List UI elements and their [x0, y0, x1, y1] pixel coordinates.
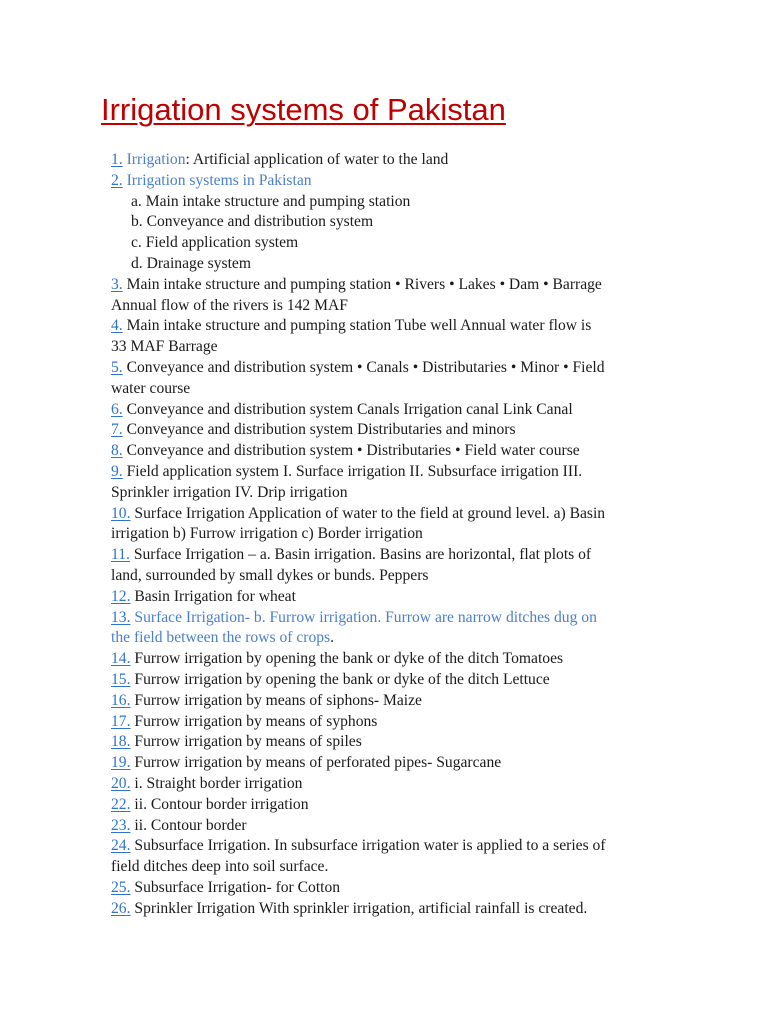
item-number-link[interactable]: 9.: [111, 462, 123, 480]
list-item: [111, 545, 691, 566]
list-item: [111, 774, 691, 795]
list-item: [111, 358, 691, 379]
list-item: [111, 420, 691, 441]
item-number-link[interactable]: 26.: [111, 899, 131, 917]
item-text: Conveyance and distribution system • Distributaries • Field water course: [126, 442, 580, 460]
list-item: [111, 171, 691, 192]
list-item: [111, 649, 691, 670]
item-heading-text: Surface Irrigation- b. Furrow irrigation. Furrow are narrow ditches dug on: [134, 608, 597, 626]
list-item: [111, 712, 691, 733]
item-text: .: [330, 629, 335, 647]
list-item-continuation: [111, 379, 691, 400]
item-number-link[interactable]: 4.: [111, 317, 123, 335]
sub-item-text: a. Main intake structure and pumping station: [131, 192, 411, 210]
list-item: [111, 275, 691, 296]
list-item: [111, 316, 691, 337]
item-number-link[interactable]: 6.: [111, 400, 123, 418]
item-text: Main intake structure and pumping station • Rivers • Lakes • Dam • Barrage: [126, 275, 602, 293]
list-item: [111, 608, 691, 629]
list-item-continuation: [111, 524, 691, 545]
item-number-link[interactable]: 12.: [111, 587, 131, 605]
sub-list-item: [111, 212, 691, 233]
item-number-link[interactable]: 16.: [111, 691, 131, 709]
item-text: field ditches deep into soil surface.: [111, 858, 329, 876]
item-text: : Artificial application of water to the land: [185, 151, 449, 168]
item-text: Furrow irrigation by opening the bank or dyke of the ditch Lettuce: [134, 670, 550, 688]
list-item-continuation: [111, 857, 691, 878]
item-number-link[interactable]: 19.: [111, 754, 131, 772]
item-number-link[interactable]: 11.: [111, 546, 130, 564]
list-item-continuation: [111, 483, 691, 504]
item-number-link[interactable]: 15.: [111, 670, 131, 688]
list-item: [111, 400, 691, 421]
list-item-continuation: [111, 566, 691, 587]
item-text: Basin Irrigation for wheat: [134, 587, 296, 605]
item-number-link[interactable]: 3.: [111, 275, 123, 293]
item-number-link[interactable]: 1.: [111, 151, 123, 168]
item-number-link[interactable]: 25.: [111, 878, 131, 896]
item-heading-text: the field between the rows of crops: [111, 629, 331, 647]
item-text: water course: [111, 379, 191, 397]
list-item: [111, 670, 691, 691]
item-number-link[interactable]: 8.: [111, 442, 123, 460]
item-number-link[interactable]: 2.: [111, 171, 123, 189]
item-text: ii. Contour border: [134, 816, 247, 834]
item-number-link[interactable]: 20.: [111, 774, 131, 792]
sub-list-item: [111, 254, 691, 275]
item-text: Sprinkler Irrigation With sprinkler irrigation, artificial rainfall is created.: [134, 899, 588, 917]
item-text: Surface Irrigation – a. Basin irrigation. Basins are horizontal, flat plots of: [133, 546, 592, 564]
item-text: Furrow irrigation by means of spiles: [134, 733, 362, 751]
item-number-link[interactable]: 10.: [111, 504, 131, 522]
list-item: [111, 836, 691, 857]
item-text: Conveyance and distribution system • Canals • Distributaries • Minor • Field: [126, 358, 605, 376]
list-item: [111, 753, 691, 774]
item-number-link[interactable]: 23.: [111, 816, 131, 834]
item-text: ii. Contour border irrigation: [134, 795, 309, 813]
item-number-link[interactable]: 17.: [111, 712, 131, 730]
item-text: Subsurface Irrigation. In subsurface irrigation water is applied to a series of: [134, 837, 606, 855]
item-number-link[interactable]: 13.: [111, 608, 131, 626]
item-text: 33 MAF Barrage: [111, 338, 218, 356]
item-text: Furrow irrigation by opening the bank or dyke of the ditch Tomatoes: [134, 650, 564, 668]
item-number-link[interactable]: 5.: [111, 358, 123, 376]
sub-list-item: [111, 192, 691, 213]
item-text: Furrow irrigation by means of siphons- Maize: [134, 691, 422, 709]
item-text: i. Straight border irrigation: [134, 774, 303, 792]
sub-item-text: c. Field application system: [131, 234, 299, 252]
sub-item-text: d. Drainage system: [131, 254, 251, 272]
sub-list-item: [111, 233, 691, 254]
item-text: irrigation b) Furrow irrigation c) Border irrigation: [111, 525, 423, 543]
item-text: Conveyance and distribution system Distributaries and minors: [126, 421, 516, 439]
item-number-link[interactable]: 24.: [111, 837, 131, 855]
list-item: [111, 816, 691, 837]
list-item: [111, 795, 691, 816]
item-text: Surface Irrigation Application of water to the field at ground level. a) Basin: [134, 504, 606, 522]
item-text: Furrow irrigation by means of perforated pipes- Sugarcane: [134, 754, 502, 772]
item-heading-text: Irrigation: [126, 151, 186, 168]
item-heading-text: Irrigation systems in Pakistan: [126, 171, 312, 189]
list-item: [111, 899, 691, 920]
item-number-link[interactable]: 14.: [111, 650, 131, 668]
list-item: [111, 441, 691, 462]
list-item: [111, 587, 691, 608]
item-number-link[interactable]: 22.: [111, 795, 131, 813]
item-text: Main intake structure and pumping station Tube well Annual water flow is: [126, 317, 592, 335]
list-item-continuation: [111, 296, 691, 317]
item-number-link[interactable]: 7.: [111, 421, 123, 439]
list-item: [111, 878, 691, 899]
item-text: Furrow irrigation by means of syphons: [134, 712, 378, 730]
list-item: [111, 732, 691, 753]
list-item-continuation: [111, 628, 691, 649]
list-item: [111, 150, 691, 171]
item-text: Sprinkler irrigation IV. Drip irrigation: [111, 483, 348, 501]
item-text: land, surrounded by small dykes or bunds. Peppers: [111, 566, 429, 584]
item-text: Conveyance and distribution system Canals Irrigation canal Link Canal: [126, 400, 573, 418]
page-title: Irrigation systems of Pakistan: [101, 92, 506, 127]
list-item-continuation: [111, 337, 691, 358]
item-text: Subsurface Irrigation- for Cotton: [134, 878, 341, 896]
sub-item-text: b. Conveyance and distribution system: [131, 213, 374, 231]
item-text: Annual flow of the rivers is 142 MAF: [111, 296, 348, 314]
list-item: [111, 462, 691, 483]
list-item: [111, 504, 691, 525]
item-text: Field application system I. Surface irrigation II. Subsurface irrigation III.: [126, 462, 583, 480]
numbered-list: [111, 150, 691, 919]
list-item: [111, 691, 691, 712]
item-number-link[interactable]: 18.: [111, 733, 131, 751]
